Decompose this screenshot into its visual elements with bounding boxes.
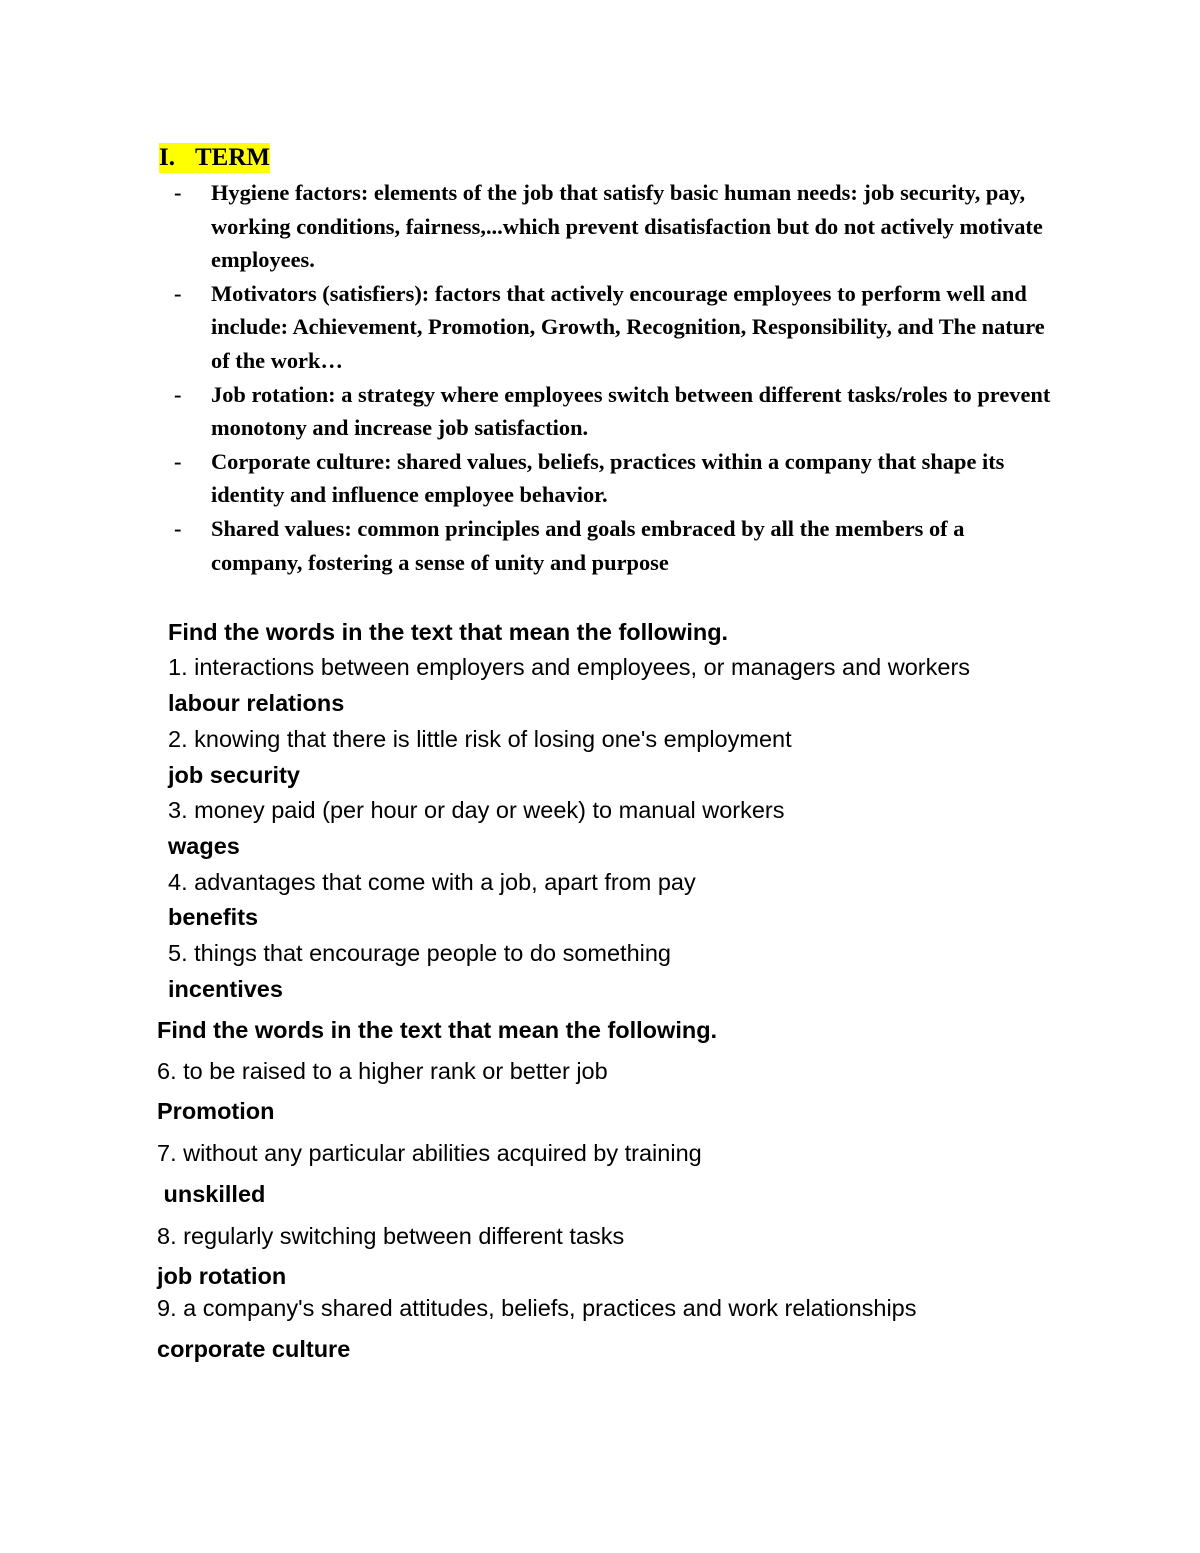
- term-item: [159, 277, 1059, 378]
- term-list: [159, 176, 1059, 579]
- term-item: [159, 512, 1059, 579]
- term-text: Job rotation: a strategy where employees switch between different tasks/roles to prevent monotony and increase job satisfaction.: [211, 381, 1051, 441]
- exercise-answer: job rotation: [157, 1263, 287, 1289]
- exercise-answer: wages: [168, 833, 240, 859]
- exercise-question: 6. to be raised to a higher rank or better job: [157, 1058, 608, 1084]
- exercise-question: 7. without any particular abilities acquired by training: [157, 1140, 702, 1166]
- bullet-dash: -: [174, 180, 182, 205]
- exercise2-title: Find the words in the text that mean the following.: [157, 1017, 718, 1043]
- exercise-question: 4. advantages that come with a job, apart from pay: [168, 869, 696, 895]
- exercise-answer: unskilled: [157, 1181, 266, 1207]
- term-item: [159, 445, 1059, 512]
- exercise-answer: Promotion: [157, 1098, 275, 1124]
- exercise-question: 3. money paid (per hour or day or week) to manual workers: [168, 797, 785, 823]
- bullet-dash: -: [174, 448, 182, 474]
- term-text: Motivators (satisfiers): factors that actively encourage employees to perform well and include: Achievement, Promotion, Growth, Recognition, Responsibility, and The nature of the work…: [211, 280, 1045, 373]
- exercise-question: 9. a company's shared attitudes, beliefs, practices and work relationships: [157, 1295, 917, 1321]
- section-title: TERM: [194, 144, 270, 171]
- term-item: [159, 378, 1059, 445]
- exercise-answer: job security: [168, 762, 300, 788]
- term-text: Shared values: common principles and goals embraced by all the members of a company, fostering a sense of unity and purpose: [211, 515, 965, 575]
- term-text: Hygiene factors: elements of the job that satisfy basic human needs: job security, pay, working conditions, fairness,...which prevent disatisfaction but do not actively motivate employees.: [211, 180, 1043, 273]
- exercise1-title: Find the words in the text that mean the following.: [168, 619, 729, 645]
- bullet-dash: -: [174, 515, 182, 541]
- exercise-question: 8. regularly switching between different tasks: [157, 1223, 625, 1249]
- bullet-dash: -: [174, 280, 182, 306]
- exercise-answer: incentives: [168, 976, 283, 1002]
- exercise-answer: corporate culture: [157, 1336, 351, 1362]
- exercise-answer: labour relations: [168, 690, 345, 716]
- section-number: I.: [159, 143, 195, 173]
- section-heading: [159, 141, 270, 175]
- exercise-answer: benefits: [168, 904, 259, 930]
- term-item: [159, 176, 1059, 277]
- bullet-dash: -: [174, 381, 182, 407]
- term-text: Corporate culture: shared values, beliefs, practices within a company that shape its identity and influence employee behavior.: [211, 448, 1005, 508]
- exercise-question: 1. interactions between employers and employees, or managers and workers: [168, 654, 971, 680]
- exercise-question: 2. knowing that there is little risk of losing one's employment: [168, 726, 792, 752]
- exercise-question: 5. things that encourage people to do something: [168, 940, 672, 966]
